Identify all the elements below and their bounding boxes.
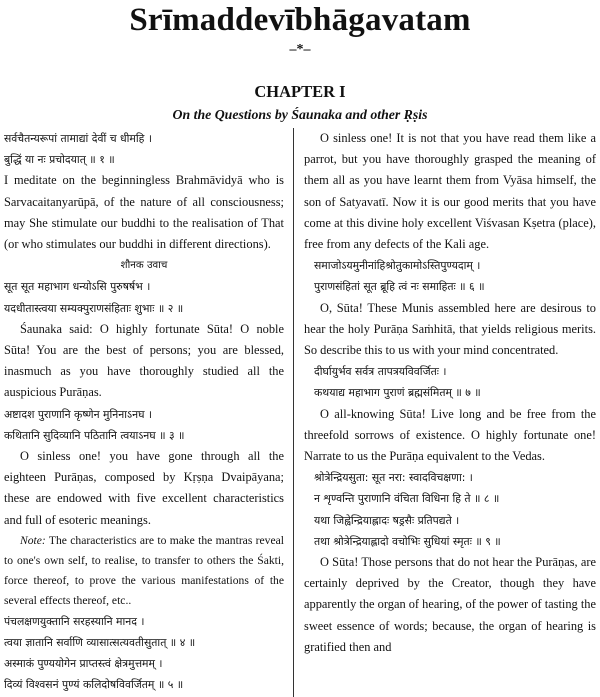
verse-8-line-2: न शृण्वन्ति पुराणानि वंचिता विधिना हि ते ॥ ८ ॥: [314, 492, 500, 506]
translation-1: I meditate on the beginningless Brahmāvidyā who is Sarvacaitanyarūpā, of the nature of all consciousness; may She stimulate our buddhi to the realisation of That (or who stimulates our buddhi in different directions).: [4, 173, 284, 252]
verse-6-line-1: समाजोऽयमुनीनांहिश्रोतुकामोऽस्तिपुण्यदाम् ।: [314, 259, 481, 273]
verse-1-line-1: सर्वचैतन्यरूपां तामाद्यां देवीं च धीमहि ।: [4, 132, 152, 145]
verse-3-line-2: कथितानि सुदिव्यानि पठितानि त्वयाऽनघ ॥ ३ ॥: [4, 428, 185, 442]
translation-4: O sinless one! It is not that you have read them like a parrot, but you have thoroughly grasped the meaning of them all as you have learnt them from Vyāsa himself, the son of Satyavatī. Now it is our good merits that you have come at this divine holy excellent Viśvasan Kṣetra (place), free from any defects of the Kali age.: [304, 131, 596, 252]
verse-6-line-2: पुराणसंहितां सूत ब्रूहि त्वं नः समाहितः ॥ ६ ॥: [314, 280, 485, 294]
translation-7: O Sūta! Those persons that do not hear the Purāṇas, are certainly deprived by the Creator, though they have apparently the organ of hearing, of the power of tasting the sweet essence of words; because, the organ of hearing is gratified then and: [304, 555, 596, 654]
verse-5-line-1: अस्माकं पुण्ययोगेन प्राप्तस्त्वं क्षेत्रमुत्तमम् ।: [4, 657, 163, 671]
verse-5-line-2: दिव्यं विश्वसनं पुण्यं कलिदोषविवर्जितम् ॥ ५ ॥: [4, 678, 184, 692]
column-divider: [293, 128, 294, 697]
chapter-subtitle: On the Questions by Śaunaka and other Ṛṣis: [172, 107, 428, 122]
translation-6: O all-knowing Sūta! Live long and be free from the threefold sorrows of existence. O highly fortunate one! Narrate to us the Purāṇa equivalent to the Vedas.: [304, 406, 596, 464]
verse-4-line-1: पंचलक्षणयुक्तानि सरहस्यानि मानद ।: [4, 614, 145, 628]
page-title: Srīmaddevībhāgavatam: [129, 2, 471, 38]
verse-2-line-1: सूत सूत महाभाग धन्योऽसि पुरुषर्षभ ।: [4, 280, 151, 294]
verse-7-line-2: कथयाद्य महाभाग पुराणं ब्रह्मसंमितम् ॥ ७ ॥: [314, 386, 481, 400]
verse-8-line-1: श्रोत्रेन्द्रियसुता: सूत नरा: स्वादविचक्षणा: ।: [314, 471, 473, 485]
verse-9-line-1: यथा जिह्वेन्द्रियाह्लादः षड्रसैः प्रतिपद्यते ।: [314, 513, 460, 527]
left-column: [4, 128, 284, 696]
verse-9-line-2: तथा श्रोत्रेन्द्रियाह्लादो वचोभिः सुधियां स्मृतः ॥ ९ ॥: [314, 534, 501, 548]
verse-2-line-2: यदधीतास्त्वया सम्यक्पुराणसंहिताः शुभाः ॥ २ ॥: [4, 301, 184, 315]
speaker-heading: शौनक उवाच: [120, 260, 168, 272]
note-label: Note:: [20, 533, 46, 547]
right-column: [304, 128, 596, 658]
chapter-heading: CHAPTER I: [254, 82, 346, 101]
translation-5: O, Sūta! These Munis assembled here are desirous to hear the holy Purāṇa Saṁhitā, that yields religious merits. So describe this to us with your mind concentrated.: [304, 300, 596, 358]
verse-4-line-2: त्वया ज्ञातानि सर्वाणि व्यासात्सत्यवतीसुतात् ॥ ४ ॥: [4, 636, 196, 650]
verse-1-line-2: बुद्धिं या नः प्रचोदयात् ॥ १ ॥: [4, 153, 115, 167]
translation-2: Śaunaka said: O highly fortunate Sūta! O noble Sūta! You are the best of persons; you are blessed, inasmuch as you have thoroughly studied all the auspicious Purāṇas.: [4, 321, 284, 400]
verse-7-line-1: दीर्घायुर्भव सर्वत्र तापत्रयविवर्जितः ।: [314, 365, 447, 379]
title-ornament: –*–: [289, 42, 311, 57]
note-text: The characteristics are to make the mantras reveal to one's own self, to realise, to transfer to others the Śakti, force thereof, to prove the various manifestations of the several effects thereof, etc..: [4, 533, 284, 607]
note-paragraph: [4, 531, 284, 611]
translation-3: O sinless one! you have gone through all the eighteen Purāṇas, composed by Kṛṣṇa Dvaipāyana; these are endowed with five excellent characteristics and full of esoteric meanings.: [4, 449, 284, 527]
verse-3-line-1: अष्टादश पुराणानि कृष्णेन मुनिनाऽनघ ।: [4, 407, 152, 421]
